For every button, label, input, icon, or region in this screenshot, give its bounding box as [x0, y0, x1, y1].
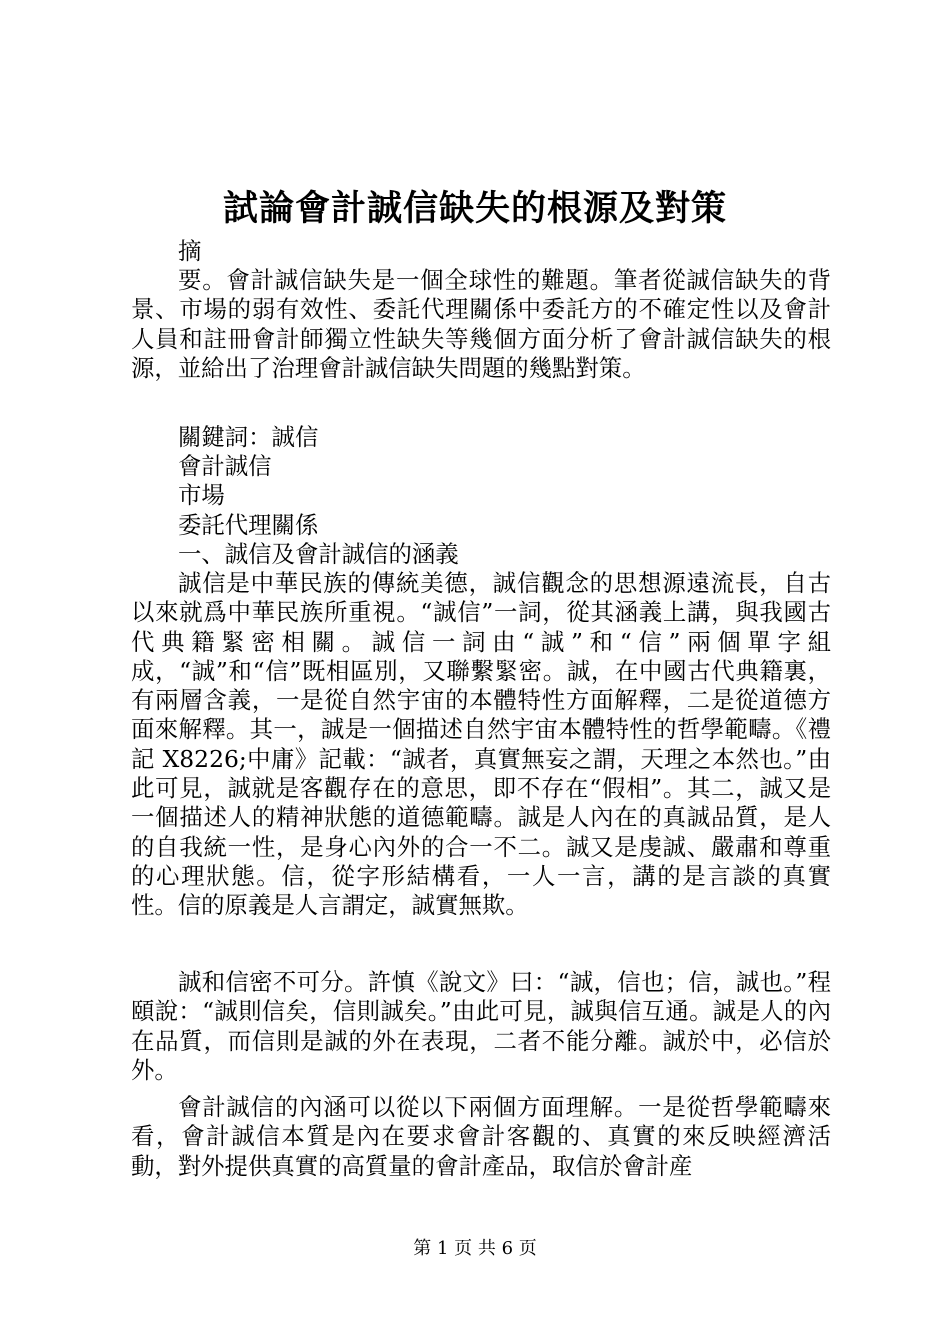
keywords-line: 關鍵詞：誠信	[178, 423, 319, 451]
abstract-label: 摘	[178, 237, 202, 265]
page-footer: 第 1 页 共 6 页	[413, 1238, 537, 1259]
body-paragraph: 誠信是中華民族的傳統美德，誠信觀念的思想源遠流長，自古以來就爲中華民族所重視。“誠信”一詞，從其涵義上講，與我國古代典籍緊密相關。誠信一詞由“誠”和“信”兩個單字組成，“誠”和“信”既相區別，又聯繫緊密。誠，在中國古代典籍裏，有兩層含義，一是從自然宇宙的本體特性方面解釋，二是從道德方面來解釋。其一，誠是一個描述自然宇宙本體特性的哲學範疇。《禮記 X8226;中庸》記載：“誠者，真實無妄之謂，天理之本然也。”由此可見，誠就是客觀存在的意思，即不存在“假相”。其二，誠又是一個描述人的精神狀態的道德範疇。誠是人內在的真誠品質，是人的自我統一性，是身心內外的合一不二。誠又是虔誠、嚴肅和尊重的心理狀態。信，從字形結構看，一人一言，講的是言談的真實性。信的原義是人言謂定，誠實無欺。	[131, 569, 831, 920]
abstract-text: 要。會計誠信缺失是一個全球性的難題。筆者從誠信缺失的背景、市場的弱有效性、委託代理關係中委託方的不確定性以及會計人員和註冊會計師獨立性缺失等幾個方面分析了會計誠信缺失的根源，並給出了治理會計誠信缺失問題的幾點對策。	[131, 266, 831, 382]
keyword-item: 市場	[178, 481, 225, 509]
keyword-item: 委託代理關係	[178, 511, 319, 539]
keyword-item: 會計誠信	[178, 452, 272, 480]
section-heading: 一、誠信及會計誠信的涵義	[178, 540, 459, 568]
body-paragraph: 誠和信密不可分。許慎《說文》曰：“誠，信也；信，誠也。”程頤說：“誠則信矣，信則誠矣。”由此可見，誠與信互通。誠是人的內在品質，而信則是誠的外在表現，二者不能分離。誠於中，必信於外。	[131, 968, 831, 1084]
body-paragraph: 會計誠信的內涵可以從以下兩個方面理解。一是從哲學範疇來看，會計誠信本質是內在要求會計客觀的、真實的來反映經濟活動，對外提供真實的高質量的會計產品，取信於會計産	[131, 1093, 831, 1180]
document-title: 試論會計誠信缺失的根源及對策	[222, 188, 727, 229]
